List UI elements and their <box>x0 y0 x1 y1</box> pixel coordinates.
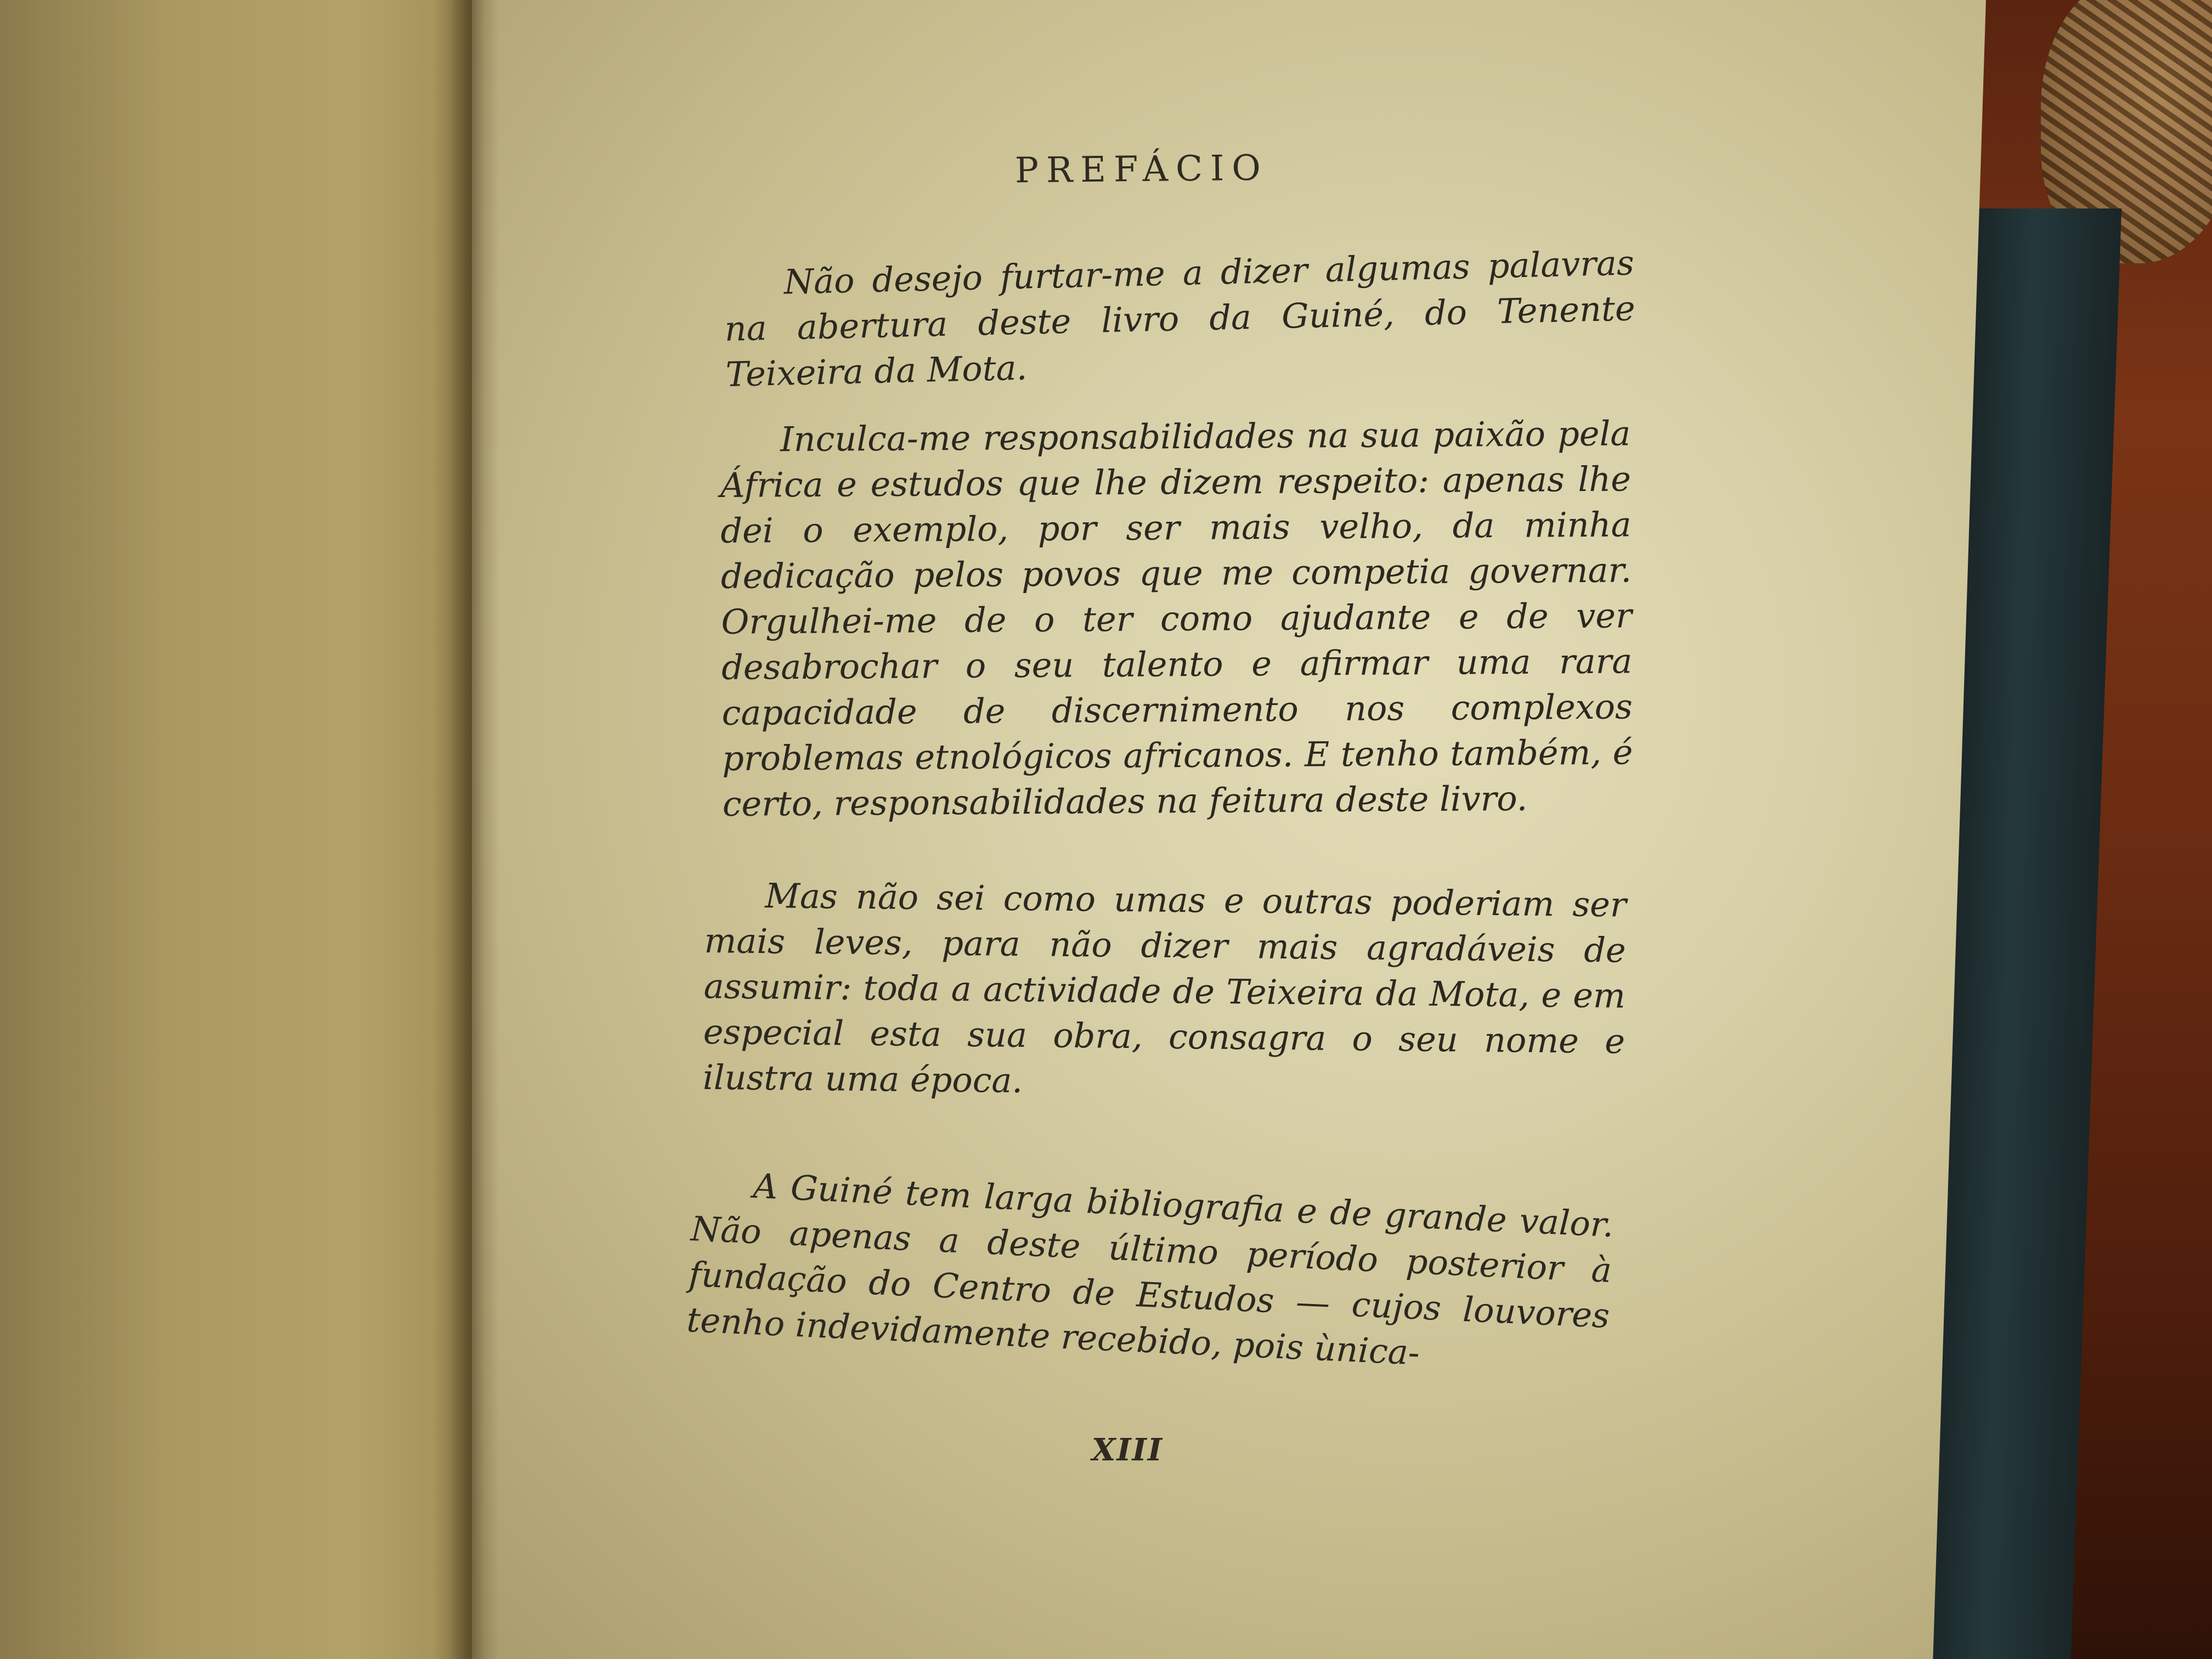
page-number: XIII <box>1092 1432 1164 1468</box>
paragraph-2: Inculca-me responsabilidades na sua paixão pela África e estudos que lhe dizem respeito: apenas lhe dei o exemplo, por ser mais velho, da minha dedicação pelos povos que me competia governar. Orgulhei-me de o ter como ajudante e de ver desabrochar o seu talento e afirmar uma rara capacidade de discernimento nos complexos problemas etnológicos africanos. E tenho também, é certo, responsabilidades na feitura deste livro. <box>720 413 1633 824</box>
page-title: PREFÁCIO <box>1014 148 1269 191</box>
paragraph-4: A Guiné tem larga bibliografia e de grande valor. Não apenas a deste último período posterior à fundação do Centro de Estudos — cujos louvores tenho indevidamente recebido, pois ùnica- <box>686 1165 1615 1373</box>
paragraph-1: Não desejo furtar-me a dizer algumas palavras na abertura deste livro da Guiné, do Tenente Teixeira da Mota. <box>724 242 1636 394</box>
paragraph-3: Mas não sei como umas e outras poderiam ser mais leves, para não dizer mais agradáveis de assumir: toda a actividade de Teixeira da Mota, e em especial esta sua obra, consagra o seu nome e ilustra uma época. <box>702 876 1627 1101</box>
